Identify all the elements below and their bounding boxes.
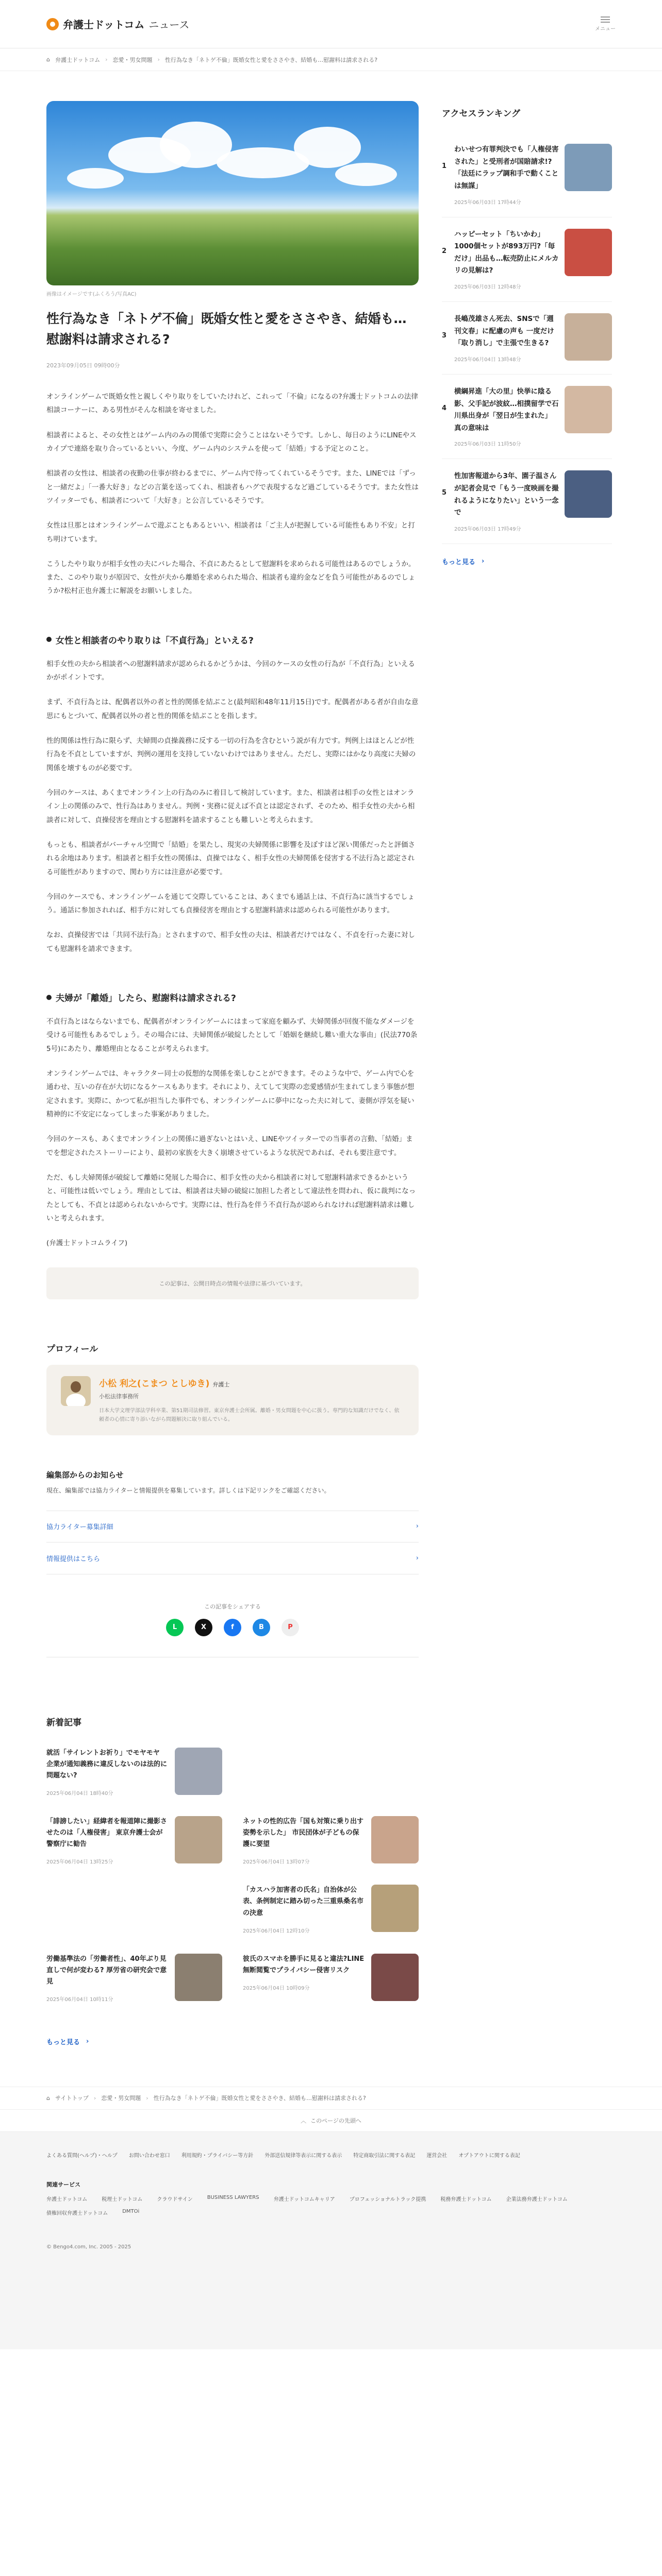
chevron-right-icon: › <box>416 1522 419 1531</box>
service-link[interactable]: BUSINESS LAWYERS <box>207 2194 259 2200</box>
hero-image <box>46 101 419 285</box>
thumbnail <box>565 386 612 433</box>
paragraph: まず、不貞行為とは、配偶者以外の者と性的関係を結ぶこと(最判昭和48年11月15日)です。配偶者がある者が自由な意思にもとづいて、配偶者以外の者と性的関係を結ぶことを指します。 <box>46 698 419 720</box>
hatena-share-button[interactable]: B <box>253 1619 270 1636</box>
paragraph: 不貞行為とはならないまでも、配偶者がオンラインゲームにはまって家庭を顧みず、夫婦関係が回復不能なダメージを受ける可能性もあるでしょう。その場合には、夫婦関係が破綻したとして「婚姻を継続し難い重大な事由」(民法770条5号)にあたり、離婚理由となることが考えられます。 <box>46 1018 418 1053</box>
share-buttons <box>46 1619 419 1657</box>
paragraph: 今回のケースも、あくまでオンライン上の関係に過ぎないとはいえ、LINEやツイッターでの当事者の言動、「結婚」までを想定されたストーリーにより、最初の家族を大きく崩壊させているような状況であれば、それも要注意です。 <box>46 1135 413 1157</box>
list-item[interactable]: 就活「サイレントお祈り」でモヤモヤ 企業が通知義務に違反しないのは法的に問題ない? 2025年06月04日 18時40分 <box>46 1742 222 1811</box>
article-title: 性行為なき「ネトゲ不倫」既婚女性と愛をささやき、結婚も…慰謝料は請求される? <box>46 311 407 347</box>
service-link[interactable]: プロフェッショナルトラック提携 <box>349 2196 426 2202</box>
paragraph: 性的関係は性行為に限らず、夫婦間の貞操義務に反する一切の行為を含むという説が有力です。判例上はほとんどが性行為を不貞としていますが、判例の運用を支持していないわけではありません。ただし、実際にはかなり高度に夫婦の関係を壊すものが必要です。 <box>46 737 416 772</box>
breadcrumb-current: 性行為なき「ネトゲ不倫」既婚女性と愛をささやき、結婚も…慰謝料は請求される? <box>153 2095 366 2102</box>
service-link[interactable]: 弁護士ドットコム <box>46 2196 88 2202</box>
footer-link[interactable]: お問い合わせ窓口 <box>128 2153 170 2159</box>
ranking-heading: アクセスランキング <box>442 109 520 119</box>
writer-recruit-link[interactable]: 協力ライター募集詳細 › <box>46 1511 419 1543</box>
paragraph: 相談者によると、その女性とはゲーム内のみの関係で実際に会うことはないそうです。しかし、毎日のようにLINEやスカイプで連絡を取り合っているといい、今度、ゲーム内のシステムを使って「結婚」する予定とのこと。 <box>46 431 417 453</box>
paragraph: 相談者の女性は、相談者の夜勤の仕事が終わるまでに、ゲーム内で待ってくれているそうです。また、LINEでは「ずっと一緒だよ」「一番大好き」などの言葉を送ってくれ、相談者もハグで表現するなど過ごしているそうです。また女性はツイッターでも、相談者について「大好き」と公言しているそうです。 <box>46 469 419 505</box>
article-note: この記事は、公開日時点の情報や法律に基づいています。 <box>46 1267 419 1299</box>
thumbnail <box>371 1885 419 1932</box>
footer-link[interactable]: 外部送信規律等表示に関する表示 <box>264 2153 342 2159</box>
info-provide-link[interactable]: 情報提供はこちら › <box>46 1543 419 1574</box>
service-link[interactable]: 税務弁護士ドットコム <box>440 2196 492 2202</box>
chevron-right-icon: › <box>157 56 160 63</box>
service-link[interactable]: クラウドサイン <box>157 2196 193 2202</box>
home-icon: ⌂ <box>46 2094 50 2102</box>
author-firm: 小松法律事務所 <box>99 1393 139 1400</box>
service-link[interactable]: 債権回収弁護士ドットコム <box>46 2210 108 2216</box>
paragraph: ただ、もし夫婦関係が破綻して離婚に発展した場合に、相手女性の夫から相談者に対して慰謝料請求できるかというと、可能性は低いでしょう。理由としては、相談者は夫婦の破綻に加担した者として違法性を問われ、仮に裁判になったとしても、不貞とは認められないからです。実際には、性行為を伴う不貞行為が認められなければ慰謝料請求は難しいと考えられます。 <box>46 1173 416 1223</box>
footer-link[interactable]: 利用規約・プライバシー等方針 <box>181 2153 254 2159</box>
ranking-item[interactable]: 4 横綱昇進「大の里」快挙に陰る影、父手記が波紋…相撲留学で石川県出身が「翌日が生まれた」 真の意味は 2025年06月03日 11時50分 <box>442 375 612 460</box>
paragraph: なお、貞操侵害では「共同不法行為」とされますので、相手女性の夫は、相談者だけではなく、不貞を行った妻に対しても慰謝料を請求できます。 <box>46 931 415 953</box>
section-heading: 女性と相談者のやり取りは「不貞行為」といえる? <box>46 633 419 646</box>
site-logo[interactable] <box>46 16 189 31</box>
new-articles-heading: 新着記事 <box>46 1717 81 1728</box>
chevron-right-icon: › <box>105 56 108 63</box>
menu-label: メニュー <box>595 26 616 32</box>
thumbnail <box>371 1816 419 1863</box>
ranking-item[interactable]: 2 ハッピーセット「ちいかわ」1000個セットが893万円?「毎だけ」出品も…転売防止にメルカリの見解は? 2025年06月03日 12時48分 <box>442 217 612 302</box>
footer-links <box>46 2153 614 2160</box>
service-link[interactable]: 企業法務弁護士ドットコム <box>506 2196 568 2202</box>
paragraph: オンラインゲームでは、キャラクター同士の仮想的な関係を楽しむことができます。そのような中で、ゲーム内で心を通わせ、互いの存在が大切になるケースもあります。それにより、えてして実際の恋愛感情が生まれてしまう事態が想定されます。実際に、かつて私が担当した事件でも、オンラインゲームに夢中になった夫に対して、妻側が浮気を疑い精神的に不安定になってしまった事案がありました。 <box>46 1070 415 1118</box>
new-articles-more-link[interactable]: もっと見る › <box>46 2037 89 2046</box>
chevron-right-icon: › <box>146 2094 148 2102</box>
menu-button[interactable] <box>595 16 616 32</box>
list-item[interactable]: 「誹謗したい」経緯者を報道陣に撮影させたのは「人権侵害」 東京弁護士会が警察庁に勧告 2025年06月04日 13時25分 <box>46 1811 222 1879</box>
bullet-icon <box>46 637 52 642</box>
chevron-up-icon: ︿ <box>301 2117 307 2124</box>
ranking-item[interactable]: 3 長嶋茂雄さん死去、SNSで「週刊文春」に配慮の声も 一度だけ「取り消し」で主張で生きる? 2025年06月04日 13時48分 <box>442 302 612 375</box>
list-item[interactable]: 労働基準法の「労働者性」、40年ぶり見直しで何が変わる? 厚労省の研究会で意見 2025年06月04日 10時11分 <box>46 1948 222 2017</box>
paragraph: こうしたやり取りが相手女性の夫にバレた場合、不貞にあたるとして慰謝料を求められる可能性はあるのでしょうか。また、このやり取りが原因で、女性が夫から離婚を求められた場合、相談者も違約金などを負う可能性があるのでしょうか?松村正也弁護士に解説をお願いしました。 <box>46 560 416 596</box>
site-footer <box>0 2132 662 2349</box>
thumbnail <box>175 1816 222 1863</box>
page-top-button[interactable]: ︿ このページの先頭へ <box>0 2109 662 2132</box>
author-name[interactable]: 小松 利之(こまつ としゆき) <box>99 1379 210 1389</box>
logo-news: ニュース <box>148 19 190 31</box>
author-description: 日本大学文理学部法学科卒業、第51期司法修習。東京弁護士会所属。離婚・男女問題を中心に扱う。専門的な知識だけでなく、依頼者の心情に寄り添いながら問題解決に取り組んでいる。 <box>99 1408 400 1423</box>
paragraph: オンラインゲームで既婚女性と親しくやり取りをしていたけれど、これって「不倫」になるの?弁護士ドットコムの法律相談コーナーに、ある男性がそんな相談を寄せました。 <box>46 393 418 415</box>
paragraph: もっとも、相談者がバーチャル空間で「結婚」を果たし、現実の夫婦関係に影響を及ぼすほど深い関係だったと評価される余地はあります。相談者と相手女性の関係は、貞操ではなく、相手女性の夫婦関係を侵害する不法行為と認定される可能性がありますので、関わり方には注意が必要です。 <box>46 840 416 876</box>
thumbnail <box>565 470 612 518</box>
new-articles-grid <box>46 1742 419 2017</box>
logo-text: 弁護士ドットコム <box>63 19 145 31</box>
editorial-text: 現在、編集部では協力ライターと情報提供を募集しています。詳しくは下記リンクをご確認ください。 <box>46 1487 330 1495</box>
home-icon: ⌂ <box>46 56 50 63</box>
footer-link[interactable]: よくある質問(ヘルプ)・ヘルプ <box>46 2153 118 2159</box>
footer-link[interactable]: 運営会社 <box>426 2153 448 2159</box>
article-signature: (弁護士ドットコムライフ) <box>46 1239 128 1248</box>
editorial-heading: 編集部からのお知らせ <box>46 1470 124 1480</box>
thumbnail <box>565 144 612 191</box>
profile-heading: プロフィール <box>46 1344 98 1355</box>
thumbnail <box>565 229 612 276</box>
article-date: 2023年09月05日 09時00分 <box>46 362 120 369</box>
hamburger-icon <box>601 16 610 23</box>
paragraph: 今回のケースでも、オンラインゲームを通じて交際していることは、あくまでも通話上は、不貞行為に該当するでしょう。通話に参加されれば、相手方に対しても貞操侵害を理由とする慰謝料請求は認められる可能性があります。 <box>46 892 415 915</box>
services-links <box>46 2195 614 2216</box>
thumbnail <box>371 1954 419 2001</box>
breadcrumb-home[interactable]: サイトトップ <box>55 2095 89 2102</box>
main-content <box>46 71 419 2046</box>
footer-link[interactable]: 特定商取引法に関する表記 <box>353 2153 416 2159</box>
breadcrumb <box>0 48 662 71</box>
chevron-right-icon: › <box>482 557 485 565</box>
avatar <box>61 1376 91 1406</box>
chevron-right-icon: › <box>86 2037 89 2045</box>
breadcrumb-home[interactable]: 弁護士ドットコム <box>55 56 101 63</box>
paragraph: 女性は旦那とはオンラインゲームで遊ぶこともあるといい、相談者は「ご主人が把握している可能性もあり不安」と打ち明けています。 <box>46 521 415 544</box>
copyright: © Bengo4.com, Inc. 2005 - 2025 <box>46 2244 131 2250</box>
thumbnail <box>175 1954 222 2001</box>
author-profile <box>46 1365 419 1435</box>
breadcrumb-current: 性行為なき「ネトゲ不倫」既婚女性と愛をささやき、結婚も…慰謝料は請求される? <box>164 56 378 63</box>
ranking-item[interactable]: 5 性加害報道から3年、園子温さんが記者会見で「もう一度映画を撮れるようになりたい」という一念で 2025年06月03日 17時49分 <box>442 459 612 544</box>
paragraph: 相手女性の夫から相談者への慰謝料請求が認められるかどうかは、今回のケースの女性の行為が「不貞行為」といえるかがポイントです。 <box>46 659 415 682</box>
sidebar <box>442 71 612 2046</box>
breadcrumb-category[interactable]: 恋愛・男女問題 <box>112 56 153 63</box>
section-heading: 夫婦が「離婚」したら、慰謝料は請求される? <box>46 991 419 1004</box>
service-link[interactable]: DMTOi <box>122 2208 140 2214</box>
chevron-right-icon: › <box>93 2094 96 2102</box>
share-label: この記事をシェアする <box>204 1603 261 1610</box>
footer-link[interactable]: オプトアウトに関する表記 <box>458 2153 520 2159</box>
site-header <box>0 0 662 48</box>
ranking-more-link[interactable]: もっと見る › <box>442 557 485 566</box>
paragraph: 今回のケースは、あくまでオンライン上の行為のみに着目して検討しています。また、相談者は相手の女性とはオンライン上の関係のみで、性行為はありません。判例・実務に従えば不貞とは認定されず、そのため、相手女性の夫から相談者に対して、貞操侵害を理由とする慰謝料を請求することも難しいと考えられます。 <box>46 788 415 824</box>
service-link[interactable]: 税理士ドットコム <box>102 2196 143 2202</box>
hero-caption: 画像はイメージです(ふくろう/写真AC) <box>46 292 137 297</box>
thumbnail <box>175 1748 222 1795</box>
breadcrumb-category[interactable]: 恋愛・男女問題 <box>101 2095 141 2102</box>
bullet-icon <box>46 995 52 1000</box>
service-link[interactable]: 弁護士ドットコムキャリア <box>273 2196 335 2202</box>
list-item[interactable]: ネットの性的広告「国も対策に乗り出す姿勢を示した」 市民団体が子どもの保護に要望 2025年06月04日 13時07分 <box>243 1811 419 1879</box>
line-share-button[interactable]: L <box>166 1619 184 1636</box>
list-item[interactable]: 彼氏のスマホを勝手に見ると違法?LINE無断閲覧でプライバシー侵害リスク 2025年06月04日 10時09分 <box>243 1948 419 2017</box>
bottom-breadcrumb <box>0 2087 662 2109</box>
logo-icon <box>46 18 59 30</box>
ranking-item[interactable]: 1 わいせつ有罪判決でも「人権侵害された」と受刑者が国賠請求!? 「法廷にラップ調和手で動くことは無謀」 2025年06月03日 17時44分 <box>442 132 612 217</box>
services-heading: 関連サービス <box>46 2181 80 2188</box>
author-role: 弁護士 <box>212 1381 230 1388</box>
x-share-button[interactable]: X <box>195 1619 212 1636</box>
list-item[interactable]: 「カスハラ加害者の氏名」自治体が公表、条例制定に踏み切った三重県桑名市の決意 2025年06月04日 12時10分 <box>243 1879 419 1948</box>
chevron-right-icon: › <box>416 1554 419 1562</box>
thumbnail <box>565 313 612 361</box>
pocket-share-button[interactable]: P <box>282 1619 299 1636</box>
facebook-share-button[interactable]: f <box>224 1619 241 1636</box>
